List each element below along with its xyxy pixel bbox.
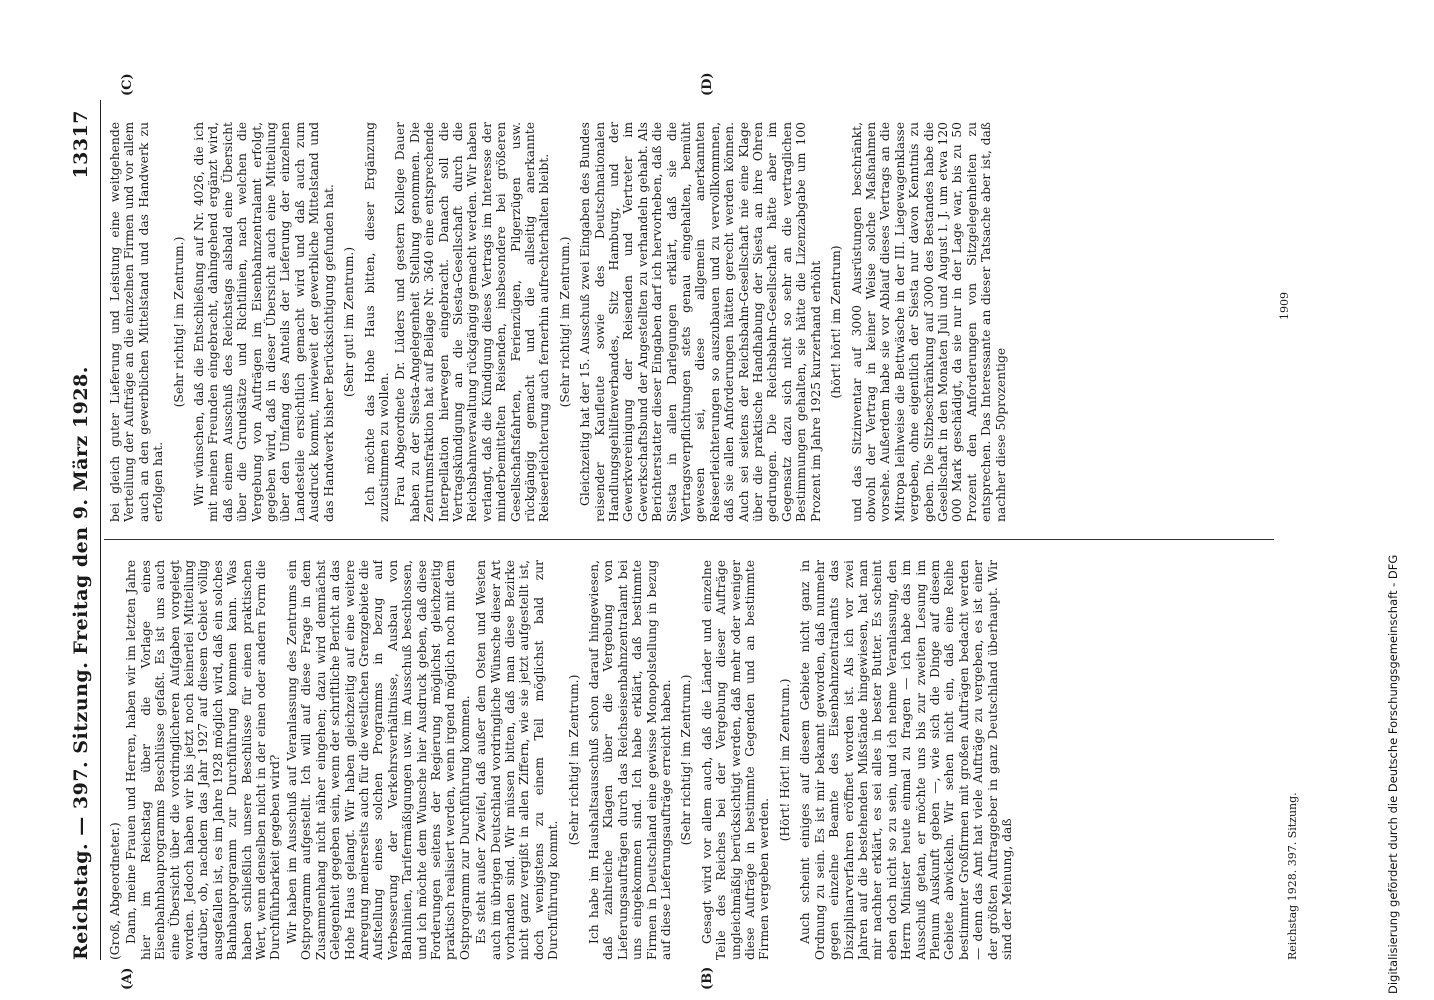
paragraph: Frau Abgeordnete Dr. Lüders und gestern Kollege Dauer haben zu der Siesta-Angelegenheit Stellung genommen. Die Zentrumsfraktion hat auf Beilage Nr. 3640 eine entsprechende Interpellation hierwegen eingebracht. Danach soll die Vertragskündigung an die Siesta-Gesellschaft durch die Reichsbahnverwaltung rückgängig gemacht werden. Wir haben verlangt, daß die Kündigung dieses Vertrags im Interesse der minderbemittelten Reisenden, insbesondere bei größeren Gesellschaftsfahrten, Ferienzügen, Pilgerzügen usw. rückgängig gemacht und die allseitig anerkannte Reiseerleichterung auch fernerhin aufrechterhalten bleibt. bbox=[393, 122, 552, 522]
interjection: (hört! hört! im Zentrum) bbox=[829, 245, 844, 399]
page-number: 13317 bbox=[70, 110, 92, 179]
interjection: (Hört! Hört! im Zentrum.) bbox=[777, 678, 792, 842]
interjection: (Sehr richtig! im Zentrum.) bbox=[566, 674, 581, 846]
right-column bbox=[108, 122, 1268, 522]
footer-right: 1909 bbox=[1278, 292, 1291, 320]
digitization-credit bbox=[1386, 4, 1412, 994]
interjection: (Sehr gut! im Zentrum.) bbox=[342, 246, 357, 398]
paragraph: Wir haben im Ausschuß auf Veranlassung des Zentrums ein Ostprogramm aufgestellt. Ich will auf diese Frage in dem Zusammenhang nicht näher eingehen; dazu wird demnächst Gelegenheit gegeben sein, wenn der schriftliche Bericht an das Hohe Haus gelangt. Wir haben gleichzeitig auf eine weitere Anregung meinerseits auch für die westlichen Grenzgebiete die Aufstellung eines solchen Programms in bezug auf Verbesserung der Verkehrsverhältnisse, Ausbau von Bahnlinien, Tarifermäßigungen usw. im Ausschuß beschlossen, und ich möchte dem Wunsche hier Ausdruck geben, daß diese Forderungen seitens der Regierung möglichst gleichzeitig praktisch realisiert werden, wenn irgend möglich noch mit dem Ostprogramm zur Durchführung kommen. bbox=[284, 560, 472, 960]
paragraph: bei gleich guter Lieferung und Leistung eine weitgehende Verteilung der Aufträge an die einzelnen Firmen und vor allem auch an den gewerblichen Mittelstand und das Handwerk zu erfolgen hat. bbox=[108, 122, 166, 522]
paragraph: und das Sitzinventar auf 3000 Ausrüstungen beschränkt, obwohl der Vertrag in keiner Weise solche Maßnahmen vorsehe. Außerdem habe sie vor Ablauf dieses Vertrags an die Mitropa leihweise die Bettwäsche in der III. Liegewagenklasse vergeben, ohne eigentlich der Siesta nur davon Kenntnis zu geben. Die Sitzbeschränkung auf 3000 des Bestandes habe die Gesellschaft in den Monaten Juli und August l. J. um etwa 120 000 Mark geschädigt, da sie nur in der Lage war, bis zu 50 Prozent den Anforderungen von Sitzgelegenheiten zu entsprechen. Das Interessante an dieser Tatsache aber ist, daß nachher diese 50prozentige bbox=[849, 122, 1008, 522]
interjection: (Sehr richtig! im Zentrum.) bbox=[557, 236, 572, 408]
header-rule bbox=[100, 100, 101, 960]
margin-marker-b: (B) bbox=[700, 966, 715, 990]
page-header bbox=[60, 100, 96, 960]
paragraph: Auch scheint einiges auf diesem Gebiete nicht ganz in Ordnung zu sein. Es ist mir bekannt geworden, daß nunmehr gegen einzelne Beamte des Eisenbahnzentralamts das Disziplinarverfahren eröffnet worden ist. Als ich vor zwei Jahren auf die bestehenden Mißstände hingewiesen, hat man mir nachher erklärt, es sei alles in bester Butter. Es scheint eben doch nicht so zu sein, und ich nehme Veranlassung, den Herrn Minister heute einmal zu fragen — ich habe das im Ausschuß getan, er möchte uns bis zur zweiten Lesung im Plenum Auskunft geben —, wie sich die Dinge auf diesem Gebiete abwickeln. Wir sehen nicht ein, daß eine Reihe bestimmter Großfirmen mit großen Aufträgen bedacht werden — denn das Amt hat viele Aufträge zu vergeben, es ist einer der größten Auftraggeber in ganz Deutschland überhaupt. Wir sind der Meinung, daß bbox=[798, 560, 1014, 960]
interjection: (Sehr richtig! im Zentrum.) bbox=[171, 236, 186, 408]
paragraph: Ich möchte das Hohe Haus bitten, dieser Ergänzung zuzustimmen zu wollen. bbox=[362, 122, 391, 522]
paragraph: Es steht außer Zweifel, daß außer dem Osten und Westen auch im übrigen Deutschland vordringliche Wünsche dieser Art vorhanden sind. Wir müssen bitten, daß man diese Bezirke nicht ganz vergißt in allen Ziffern, wie sie jetzt aufgestellt ist, doch wenigstens zu einem Teil möglichst bald zur Durchführung kommt. bbox=[474, 560, 561, 960]
credit-text: Digitalisierung gefördert durch die Deutsche Forschungsgemeinschaft - DFG bbox=[1386, 554, 1400, 994]
paragraph: Dann, meine Frauen und Herren, haben wir im letzten Jahre hier im Reichstag über die Vorlage eines Eisenbahnbauprogramms Beschlüsse gefaßt. Es ist uns auch eine Übersicht über die vordringlicheren Aufgaben vorgelegt worden. Jedoch haben wir bis jetzt noch keinerlei Mitteilung darüber, ob, nachdem das Jahr 1927 auf diesem Gebiet völlig ausgefallen ist, es im Jahre 1928 möglich wird, daß ein solches Bahnbauprogramm zur Durchführung kommen kann. Was haben schließlich unsere Beschlüsse für einen praktischen Wert, wenn denselben nicht in der einen oder andern Form die Durchführbarkeit gegeben wird? bbox=[124, 560, 283, 960]
margin-marker-c: (C) bbox=[120, 73, 135, 96]
margin-marker-a: (A) bbox=[120, 967, 135, 990]
interjection: (Sehr richtig! im Zentrum.) bbox=[679, 674, 694, 846]
speaker-continuation: (Groß, Abgeordneter.) bbox=[108, 822, 122, 960]
paragraph: Wir wünschen, daß die Entschließung auf Nr. 4026, die ich mit meinen Freunden eingebracht, dahingehend ergänzt wird, daß einem Ausschuß des Reichstags alsbald eine Übersicht über die Grundsätze und Richtlinien, nach welchen die Vergebung von Aufträgen im Eisenbahnzentralamt erfolgt, gegeben wird, daß in dieser Übersicht auch eine Mitteilung über den Umfang des Anteils der Lieferung der einzelnen Landesteile ersichtlich gemacht wird und daß auch zum Ausdruck kommt, inwieweit der gewerbliche Mittelstand und das Handwerk bisher Berücksichtigung gefunden hat. bbox=[192, 122, 336, 522]
header-title: Reichstag. — 397. Sitzung. Freitag den 9. März 1928. bbox=[70, 366, 92, 960]
paragraph: Gesagt wird vor allem auch, daß die Länder und einzelne Teile des Reiches bei der Vergebung dieser Aufträge ungleichmäßig berücksichtigt werden, daß mehr oder weniger diese Aufträge in bestimmte Gegenden und an bestimmte Firmen vergeben werden. bbox=[699, 560, 772, 960]
paragraph: Ich habe im Haushaltsausschuß schon darauf hingewiesen, daß zahlreiche Klagen über die Vergebung von Lieferungsaufträgen durch das Reichseisenbahnzentralamt bei uns eingekommen sind. Ich habe erklärt, daß bestimmte Firmen in Deutschland eine gewisse Monopolstellung in bezug auf diese Lieferungsaufträge erreicht haben. bbox=[587, 560, 674, 960]
left-column bbox=[108, 560, 1268, 960]
rotated-page bbox=[60, 72, 1320, 990]
footer-left: Reichstag 1928. 397. Sitzung. bbox=[1286, 792, 1299, 960]
column-divider bbox=[104, 539, 1274, 540]
paragraph: Gleichzeitig hat der 15. Ausschuß zwei Eingaben des Bundes reisender Kaufleute sowie des Deutschnationalen Handlungsgehilfenverbandes, Sitz Hamburg, und der Gewerkvereinigung der Reisenden und Vertreter im Gewerkschaftsbund der Angestellten zu verhandeln gehabt. Als Berichterstatter dieser Eingaben darf ich hervorheben, daß die Siesta in allen Darlegungen erklärt, daß sie die Vertragsverpflichtungen stets genau eingehalten, bemüht gewesen sei, diese allgemein anerkannten Reiseerleichterungen so auszubauen und zu vervollkommnen, daß sie allen Anforderungen hätten gerecht werden können. Auch sei seitens der Reichsbahn-Gesellschaft nie eine Klage über die praktische Handhabung der Siesta an ihre Ohren gedrungen. Die Reichsbahn-Gesellschaft hätte aber im Gegensatz dazu sich nicht so sehr an die vertraglichen Bestimmungen gehalten, sie hätte die Lizenzabgabe um 100 Prozent im Jahre 1925 kurzerhand erhöht bbox=[578, 122, 823, 522]
margin-marker-d: (D) bbox=[700, 72, 715, 96]
